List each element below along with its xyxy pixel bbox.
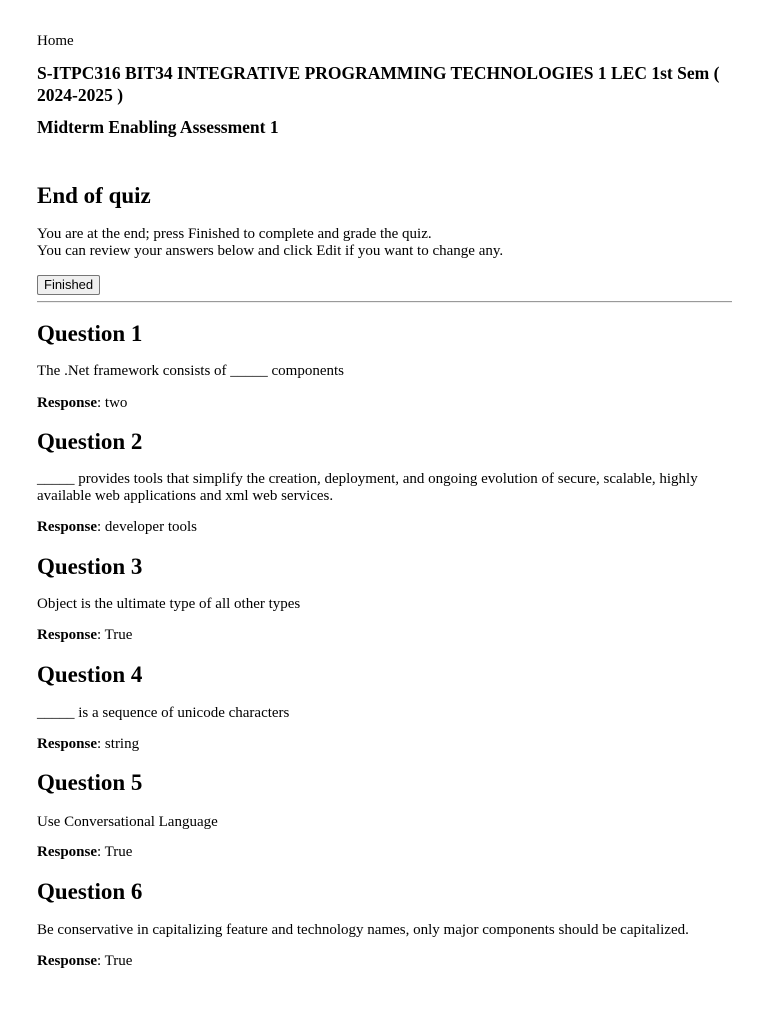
question-3 xyxy=(37,553,731,643)
question-response xyxy=(37,395,127,412)
end-of-quiz-heading: End of quiz xyxy=(37,183,151,208)
question-text: Use Conversational Language xyxy=(37,814,218,830)
assessment-title: Midterm Enabling Assessment 1 xyxy=(37,117,279,137)
question-5 xyxy=(37,769,731,860)
response-value: : True xyxy=(97,627,133,643)
question-response xyxy=(37,953,132,970)
question-text: Be conservative in capitalizing feature and technology names, only major components should be capitalized. xyxy=(37,922,689,938)
question-title: Question 4 xyxy=(37,662,143,687)
question-title: Question 3 xyxy=(37,554,143,579)
response-label: Response xyxy=(37,736,98,752)
response-label: Response xyxy=(37,519,98,535)
question-2 xyxy=(37,428,731,535)
question-text: The .Net framework consists of _____ components xyxy=(37,363,345,379)
course-title: S-ITPC316 BIT34 INTEGRATIVE PROGRAMMING TECHNOLOGIES 1 LEC 1st Sem ( 2024-2025 ) xyxy=(37,63,720,105)
question-title: Question 5 xyxy=(37,770,143,795)
response-label: Response xyxy=(37,844,98,860)
instructions-line-1: You are at the end; press Finished to complete and grade the quiz. xyxy=(37,226,432,242)
question-text: Object is the ultimate type of all other types xyxy=(37,596,301,612)
instructions xyxy=(37,226,503,260)
home-link[interactable]: Home xyxy=(37,33,74,49)
response-label: Response xyxy=(37,627,98,643)
question-response xyxy=(37,627,132,644)
question-text: _____ provides tools that simplify the creation, deployment, and ongoing evolution of secure, scalable, highly available web applications and xml web services. xyxy=(37,471,698,504)
question-1 xyxy=(37,320,731,411)
question-text: _____ is a sequence of unicode characters xyxy=(37,705,290,721)
question-response xyxy=(37,519,197,536)
question-title: Question 2 xyxy=(37,429,143,454)
divider xyxy=(37,301,732,303)
question-6 xyxy=(37,878,731,969)
finished-button[interactable]: Finished xyxy=(37,275,100,295)
instructions-line-2: You can review your answers below and click Edit if you want to change any. xyxy=(37,243,504,259)
question-title: Question 6 xyxy=(37,879,143,904)
response-value: : developer tools xyxy=(97,519,197,535)
question-response xyxy=(37,736,139,753)
response-value: : True xyxy=(97,953,133,969)
response-label: Response xyxy=(37,395,98,411)
question-response xyxy=(37,844,132,861)
response-label: Response xyxy=(37,953,98,969)
response-value: : string xyxy=(97,736,140,752)
question-4 xyxy=(37,661,731,752)
question-title: Question 1 xyxy=(37,321,143,346)
response-value: : two xyxy=(97,395,128,411)
response-value: : True xyxy=(97,844,133,860)
